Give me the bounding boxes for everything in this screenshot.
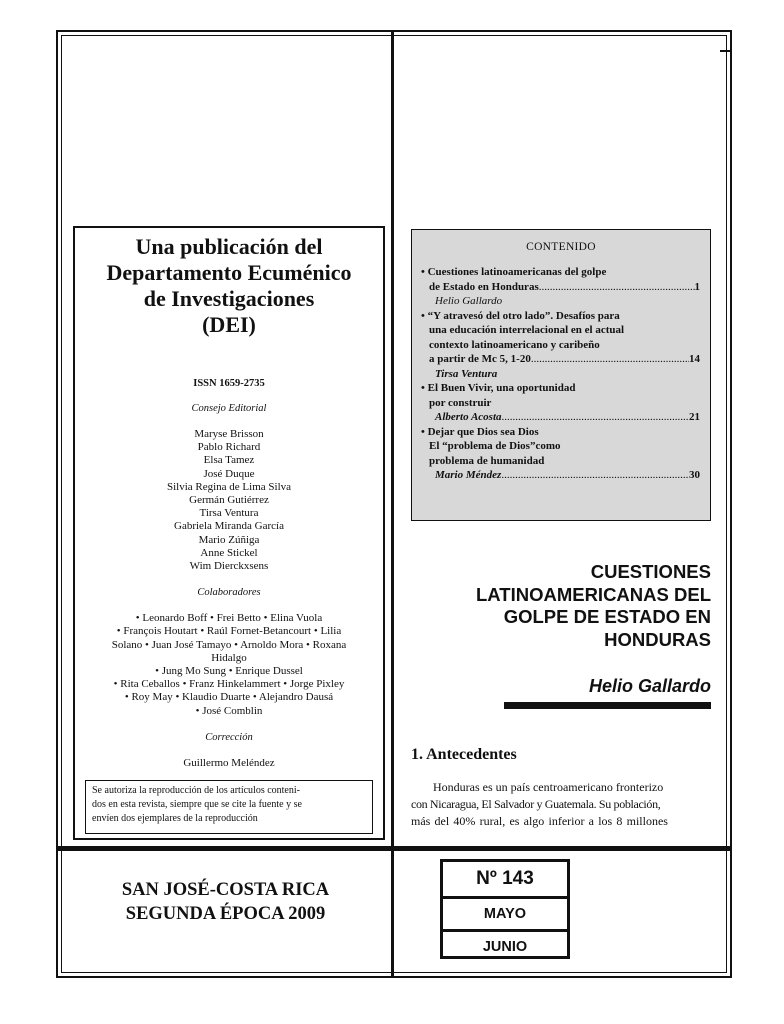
publisher-box [73, 226, 385, 840]
city-line: SAN JOSÉ-COSTA RICA [121, 880, 330, 900]
member-name: Pablo Richard [197, 441, 261, 454]
toc-item-text: contexto latinoamericano y caribeño [429, 338, 600, 351]
toc-item-text [421, 309, 700, 324]
location-edition [62, 878, 389, 926]
member-name: Mario Zúñiga [198, 533, 260, 546]
member-name: Gabriela Miranda García [174, 520, 284, 533]
corner-tick [720, 50, 730, 52]
member-name: Silvia Regina de Lima Silva [166, 480, 292, 493]
author-rule [504, 702, 711, 709]
collaborators-line: • Rita Ceballos • Franz Hinkelammert • Jorge Pixley [113, 678, 345, 691]
article-author: Helio Gallardo [588, 676, 711, 696]
toc-item-text: • Cuestiones latinoamericanas del golpe [421, 266, 607, 278]
notice-line: Se autoriza la reproducción de los artículos conteni- [92, 785, 300, 796]
section-heading: 1. Antecedentes [411, 746, 517, 763]
article-title-line: CUESTIONES [590, 561, 711, 582]
toc-page-number: 30 [689, 469, 700, 481]
issue-month: JUNIO [482, 939, 528, 955]
toc-item-text: a partir de Mc 5, 1-20 [429, 353, 531, 365]
toc-item[interactable] [421, 381, 700, 425]
member-name: José Duque [203, 467, 255, 480]
collaborators-line: • François Houtart • Raúl Fornet-Betancourt • Lilia [116, 625, 342, 638]
toc-author: Alberto Acosta [435, 411, 502, 423]
toc-item-text: • El Buen Vivir, una oportunidad [421, 382, 576, 394]
toc-page-number: 14 [689, 353, 700, 365]
footer-divider [57, 846, 731, 851]
dot-leader [501, 468, 689, 483]
toc-item-page-line [421, 352, 700, 367]
collaborators-line: • Roy May • Klaudio Duarte • Alejandro Dausá [124, 691, 334, 704]
body-line: Honduras es un país centroamericano fronterizo [433, 780, 664, 794]
correction-heading: Corrección [205, 731, 253, 743]
publisher-title-line: de Investigaciones [143, 286, 315, 311]
toc-page-number: 1 [694, 280, 700, 293]
toc-author: Helio Gallardo [435, 295, 503, 307]
collaborators-line: • Jung Mo Sung • Enrique Dussel [155, 665, 303, 678]
correction-name: Guillermo Meléndez [183, 756, 275, 769]
member-name: Tirsa Ventura [199, 507, 259, 520]
editorial-members [75, 428, 383, 573]
publisher-title-line: Departamento Ecuménico [106, 260, 352, 285]
contents-title: CONTENIDO [526, 241, 596, 253]
column-divider [391, 31, 394, 977]
toc-item-text: de Estado en Honduras [429, 280, 539, 293]
member-name: Germán Gutiérrez [189, 494, 269, 507]
dot-leader [531, 352, 689, 367]
edition-line: SEGUNDA ÉPOCA 2009 [125, 904, 326, 924]
toc-page-number: 21 [689, 411, 700, 423]
toc-item-page-line [421, 410, 700, 425]
reproduction-notice [85, 780, 373, 834]
toc-item-text: una educación interrelacional en el actual [429, 324, 625, 336]
editorial-heading: Consejo Editorial [191, 403, 267, 414]
collaborators-line: • José Comblin [195, 704, 263, 717]
toc-item-text: El “problema de Dios”como [429, 440, 561, 452]
article-title-line: LATINOAMERICANAS DEL [475, 583, 711, 605]
toc-author: Mario Méndez [435, 469, 502, 481]
article-title [420, 561, 711, 651]
toc-item[interactable] [421, 265, 700, 309]
publisher-title-line: (DEI) [202, 312, 256, 337]
toc-item-text-b: Desafíos para [555, 309, 620, 322]
collaborators-heading: Colaboradores [197, 587, 261, 599]
issn: ISSN 1659-2735 [193, 378, 265, 389]
publisher-title-line: Una publicación del [135, 234, 323, 259]
collaborators-list [75, 612, 383, 718]
issue-box [440, 859, 570, 959]
toc-item-text: problema de humanidad [429, 454, 545, 467]
member-name: Elsa Tamez [203, 454, 255, 467]
issue-month: MAYO [443, 899, 567, 932]
toc-item-text: • Dejar que Dios sea Dios [421, 425, 539, 438]
dot-leader [502, 410, 689, 425]
collaborators-line: Hidalgo [211, 651, 247, 664]
contents-box [411, 229, 711, 521]
toc-item[interactable] [421, 425, 700, 483]
dot-leader [539, 280, 695, 295]
body-line: más del 40% rural, es algo inferior a los 8 millones [411, 814, 668, 828]
member-name: Anne Stickel [200, 546, 258, 559]
toc-item[interactable] [421, 309, 700, 382]
toc-item-page-line [421, 280, 700, 295]
toc-item-text-a: • “Y atravesó del otro lado”. [421, 309, 556, 322]
notice-line: envíen dos ejemplares de la reproducción [92, 813, 258, 824]
toc-item-text: por construir [429, 396, 492, 409]
collaborators-line: • Leonardo Boff • Frei Betto • Elina Vuola [135, 612, 323, 625]
toc-item-page-line [421, 468, 700, 483]
toc-author: Tirsa Ventura [435, 367, 498, 380]
member-name: Wim Dierckxsens [189, 560, 269, 573]
article-body [411, 779, 711, 830]
issue-number: Nº 143 [443, 862, 567, 899]
contents-list [412, 265, 710, 483]
collaborators-line: Solano • Juan José Tamayo • Arnoldo Mora • Roxana [111, 638, 347, 651]
article-title-line: GOLPE DE ESTADO EN [503, 606, 711, 627]
article-title-line: HONDURAS [604, 628, 711, 650]
member-name: Maryse Brisson [194, 428, 264, 440]
notice-line: dos en esta revista, siempre que se cite la fuente y se [92, 799, 302, 810]
body-line: con Nicaragua, El Salvador y Guatemala. Su población, [411, 797, 661, 811]
publisher-title [75, 234, 383, 338]
